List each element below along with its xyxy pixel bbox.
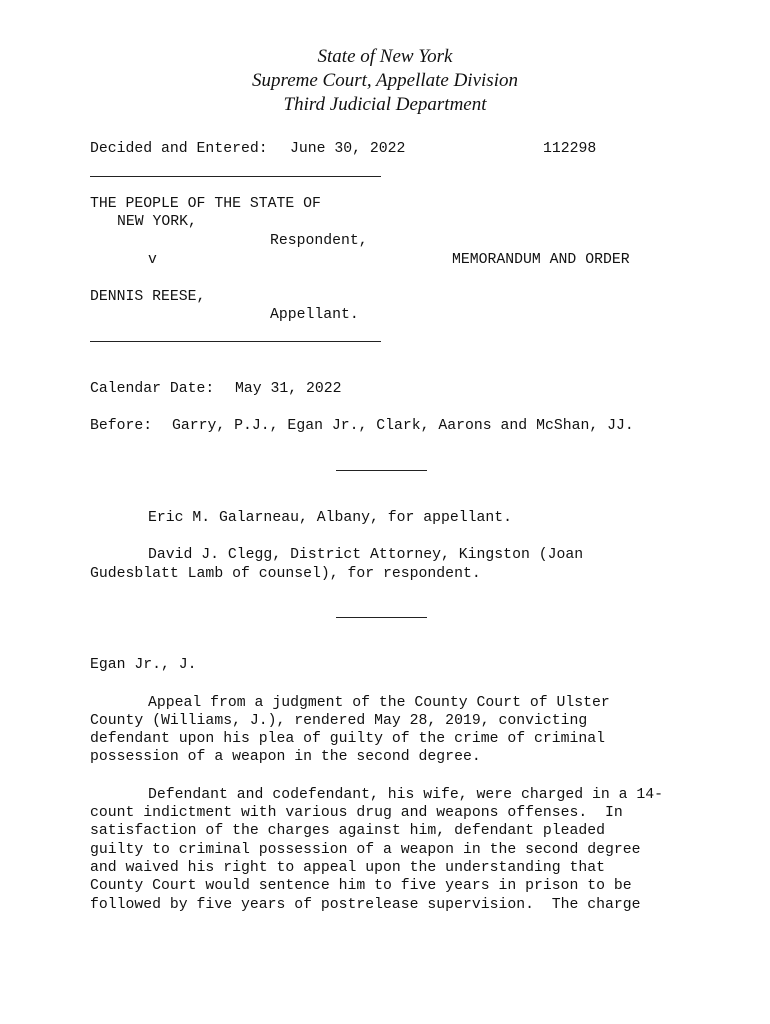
document-type: MEMORANDUM AND ORDER <box>452 252 630 268</box>
versus: v <box>148 252 157 268</box>
caption-top-rule <box>90 176 381 177</box>
calendar-date-label: Calendar Date: <box>90 381 215 397</box>
paragraph-1-line: possession of a weapon in the second degree. <box>90 749 481 765</box>
defendant-name: DENNIS REESE, <box>90 289 206 305</box>
caption-bottom-rule <box>90 341 381 342</box>
defendant-role: Appellant. <box>270 307 359 323</box>
docket-number: 112298 <box>543 141 597 157</box>
section-divider-2 <box>336 617 427 618</box>
paragraph-2-line: followed by five years of postrelease supervision. The charge <box>90 897 641 913</box>
respondent-counsel-line1: David J. Clegg, District Attorney, Kingston (Joan <box>148 547 584 563</box>
court-name: Supreme Court, Appellate Division <box>252 70 518 91</box>
court-state: State of New York <box>317 46 453 67</box>
calendar-date: May 31, 2022 <box>235 381 342 397</box>
plaintiff-name-line2: NEW YORK, <box>117 214 197 230</box>
decided-label: Decided and Entered: <box>90 141 268 157</box>
before-label: Before: <box>90 418 153 434</box>
paragraph-2-line: and waived his right to appeal upon the understanding that <box>90 860 606 876</box>
section-divider-1 <box>336 470 427 471</box>
plaintiff-name-line1: THE PEOPLE OF THE STATE OF <box>90 196 321 212</box>
panel-judges: Garry, P.J., Egan Jr., Clark, Aarons and McShan, JJ. <box>172 418 634 434</box>
paragraph-2-line: Defendant and codefendant, his wife, were charged in a 14- <box>148 787 664 803</box>
paragraph-2-line: County Court would sentence him to five years in prison to be <box>90 878 632 894</box>
respondent-counsel-line2: Gudesblatt Lamb of counsel), for respondent. <box>90 566 481 582</box>
paragraph-2-line: count indictment with various drug and weapons offenses. In <box>90 805 623 821</box>
court-department: Third Judicial Department <box>283 94 487 115</box>
paragraph-2-line: satisfaction of the charges against him, defendant pleaded <box>90 823 606 839</box>
decided-date: June 30, 2022 <box>290 141 406 157</box>
paragraph-1-line: Appeal from a judgment of the County Court of Ulster <box>148 695 610 711</box>
paragraph-1-line: County (Williams, J.), rendered May 28, 2019, convicting <box>90 713 588 729</box>
appellant-counsel: Eric M. Galarneau, Albany, for appellant. <box>148 510 513 526</box>
paragraph-1-line: defendant upon his plea of guilty of the crime of criminal <box>90 731 606 747</box>
paragraph-2-line: guilty to criminal possession of a weapon in the second degree <box>90 842 641 858</box>
opinion-author: Egan Jr., J. <box>90 657 197 673</box>
plaintiff-role: Respondent, <box>270 233 368 249</box>
